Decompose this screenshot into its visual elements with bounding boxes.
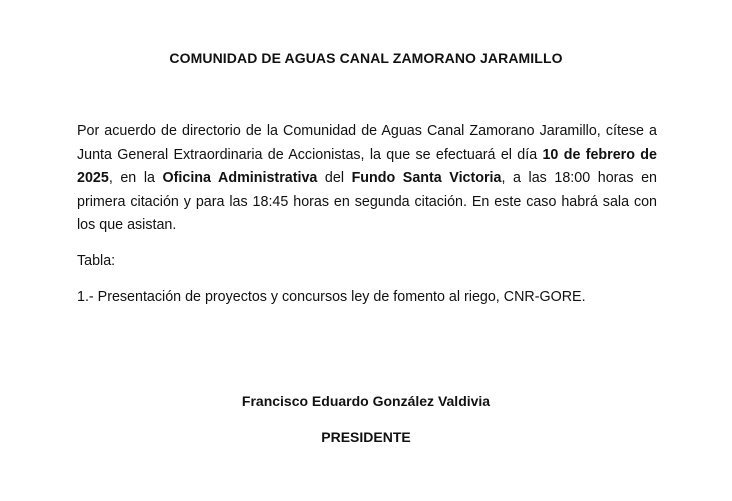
signer-role: PRESIDENTE — [321, 429, 411, 445]
notice-paragraph — [77, 120, 657, 238]
notice-text-part1: Por acuerdo de directorio de la Comunidad de Aguas Canal Zamorano Jaramillo, cítese a Junta General Extraordinaria de Accionistas, la que se efectuará el día — [77, 123, 657, 163]
signer-name: Francisco Eduardo González Valdivia — [241, 393, 491, 409]
agenda-label: Tabla: — [77, 253, 116, 269]
notice-text-part2: , en la — [108, 170, 163, 186]
notice-text-part3: del — [317, 170, 352, 186]
notice-text-part4: , a las 18:00 horas en primera citación y para las 18:45 horas en segunda citación. En este caso habrá sala con los que asistan. — [77, 170, 657, 233]
meeting-date: 10 de febrero de 2025 — [77, 146, 657, 186]
meeting-estate: Fundo Santa Victoria — [351, 170, 502, 186]
agenda-item: 1.- Presentación de proyectos y concursos ley de fomento al riego, CNR-GORE. — [77, 289, 586, 305]
document-title: COMUNIDAD DE AGUAS CANAL ZAMORANO JARAMILLO — [169, 50, 563, 66]
meeting-office: Oficina Administrativa — [162, 170, 318, 186]
